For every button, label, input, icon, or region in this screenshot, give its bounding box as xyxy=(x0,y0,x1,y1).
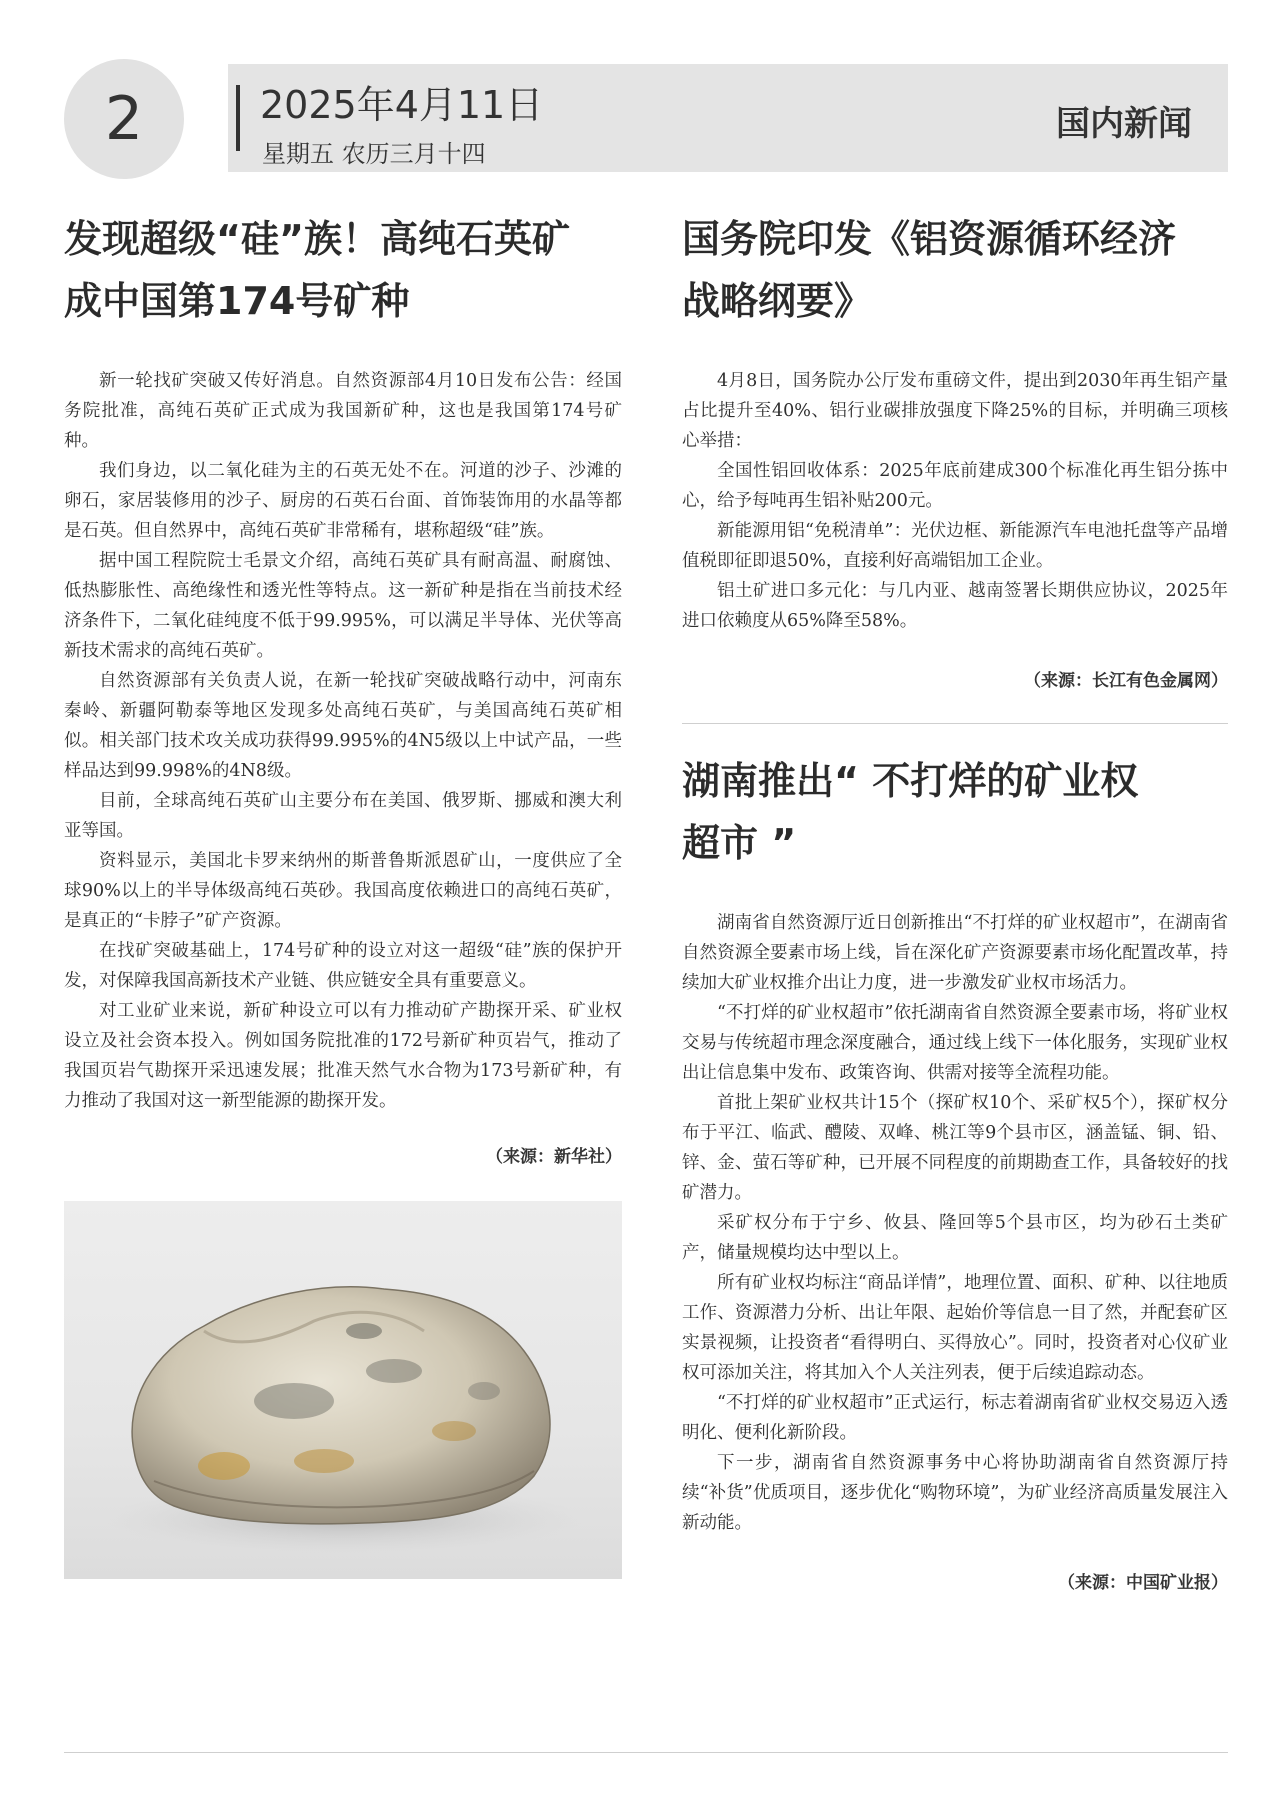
article-aluminum-body xyxy=(682,366,1228,636)
paragraph: 对工业矿业来说，新矿种设立可以有力推动矿产勘探开采、矿业权设立及社会资本投入。例如国务院批准的172号新矿种页岩气，推动了我国页岩气勘探开采迅速发展；批准天然气水合物为173号新矿种，有力推动了我国对这一新型能源的勘探开发。 xyxy=(64,1001,622,1111)
paragraph: 我们身边，以二氧化硅为主的石英无处不在。河道的沙子、沙滩的卵石，家居装修用的沙子、厨房的石英石台面、首饰装饰用的水晶等都是石英。但自然界中，高纯石英矿非常稀有，堪称超级“硅”族。 xyxy=(64,461,622,541)
article-aluminum-source: （来源：长江有色金属网） xyxy=(1024,671,1228,691)
paragraph: 全国性铝回收体系：2025年底前建成300个标准化再生铝分拣中心，给予每吨再生铝补贴200元。 xyxy=(682,461,1228,511)
paragraph: 资料显示，美国北卡罗来纳州的斯普鲁斯派恩矿山，一度供应了全球90%以上的半导体级高纯石英砂。我国高度依赖进口的高纯石英矿，是真正的“卡脖子”矿产资源。 xyxy=(64,851,622,931)
article-hunan-title xyxy=(682,750,1228,874)
paragraph: 下一步，湖南省自然资源事务中心将协助湖南省自然资源厅持续“补货”优质项目，逐步优化“购物环境”，为矿业经济高质量发展注入新动能。 xyxy=(682,1453,1228,1533)
paragraph: 自然资源部有关负责人说，在新一轮找矿突破战略行动中，河南东秦岭、新疆阿勒泰等地区发现多处高纯石英矿，与美国高纯石英矿相似。相关部门技术攻关成功获得99.995%的4N5级以上中试产品，一些样品达到99.998%的4N8级。 xyxy=(64,671,622,781)
paragraph: 所有矿业权均标注“商品详情”，地理位置、面积、矿种、以往地质工作、资源潜力分析、出让年限、起始价等信息一目了然，并配套矿区实景视频，让投资者“看得明白、买得放心”。同时，投资者对心仪矿业权可添加关注，将其加入个人关注列表，便于后续追踪动态。 xyxy=(682,1273,1228,1383)
article-quartz-title-line1: 发现超级“硅”族！高纯石英矿 xyxy=(64,217,570,261)
quartz-rock-illustration xyxy=(64,1201,622,1579)
article-quartz-source: （来源：新华社） xyxy=(486,1147,622,1167)
paragraph: 湖南省自然资源厅近日创新推出“不打烊的矿业权超市”，在湖南省自然资源全要素市场上线，旨在深化矿产资源要素市场化配置改革，持续加大矿业权推介出让力度，进一步激发矿业权市场活力。 xyxy=(682,913,1228,993)
right-column xyxy=(682,208,1228,1593)
paragraph: 采矿权分布于宁乡、攸县、隆回等5个县市区，均为砂石土类矿产，储量规模均达中型以上。 xyxy=(682,1213,1228,1263)
date-divider xyxy=(236,85,240,151)
paragraph: 4月8日，国务院办公厅发布重磅文件，提出到2030年再生铝产量占比提升至40%、铝行业碳排放强度下降25%的目标，并明确三项核心举措： xyxy=(682,371,1228,451)
article-divider xyxy=(682,723,1228,724)
paragraph: “不打烊的矿业权超市”依托湖南省自然资源全要素市场，将矿业权交易与传统超市理念深度融合，通过线上线下一体化服务，实现矿业权出让信息集中发布、政策咨询、供需对接等全流程功能。 xyxy=(682,1003,1228,1083)
article-quartz xyxy=(64,208,622,1167)
article-aluminum-title-line2: 战略纲要》 xyxy=(682,279,873,323)
section-title: 国内新闻 xyxy=(1056,104,1192,144)
article-hunan-body xyxy=(682,908,1228,1538)
weekday-lunar-date: 星期五 农历三月十四 xyxy=(262,140,486,168)
paragraph: 铝土矿进口多元化：与几内亚、越南签署长期供应协议，2025年进口依赖度从65%降至58%。 xyxy=(682,581,1228,631)
article-quartz-title-line2: 成中国第174号矿种 xyxy=(64,279,410,323)
article-aluminum xyxy=(682,208,1228,691)
page-bottom-rule xyxy=(64,1752,1228,1753)
article-aluminum-title-line1: 国务院印发《铝资源循环经济 xyxy=(682,217,1177,261)
paragraph: 新一轮找矿突破又传好消息。自然资源部4月10日发布公告：经国务院批准，高纯石英矿正式成为我国新矿种，这也是我国第174号矿种。 xyxy=(64,371,622,451)
left-column xyxy=(64,208,622,1579)
article-hunan xyxy=(682,750,1228,1593)
paragraph: “不打烊的矿业权超市”正式运行，标志着湖南省矿业权交易迈入透明化、便利化新阶段。 xyxy=(682,1393,1228,1443)
article-hunan-title-line2: 超市 ” xyxy=(682,821,797,865)
paragraph: 据中国工程院院士毛景文介绍，高纯石英矿具有耐高温、耐腐蚀、低热膨胀性、高绝缘性和透光性等特点。这一新矿种是指在当前技术经济条件下，二氧化硅纯度不低于99.995%，可以满足半导体、光伏等高新技术需求的高纯石英矿。 xyxy=(64,551,622,661)
article-quartz-body xyxy=(64,366,622,1116)
paragraph: 首批上架矿业权共计15个（探矿权10个、采矿权5个），探矿权分布于平江、临武、醴陵、双峰、桃江等9个县市区，涵盖锰、铜、铅、锌、金、萤石等矿种，已开展不同程度的前期勘查工作，具备较好的找矿潜力。 xyxy=(682,1093,1228,1203)
paragraph: 在找矿突破基础上，174号矿种的设立对这一超级“硅”族的保护开发，对保障我国高新技术产业链、供应链安全具有重要意义。 xyxy=(64,941,622,991)
quartz-rock-photo xyxy=(64,1201,622,1579)
article-quartz-title xyxy=(64,208,622,332)
issue-date: 2025年4月11日 xyxy=(260,83,544,127)
article-hunan-title-line1: 湖南推出“ 不打烊的矿业权 xyxy=(682,759,1139,803)
page-number: 2 xyxy=(64,59,184,179)
article-aluminum-title xyxy=(682,208,1228,332)
paragraph: 新能源用铝“免税清单”：光伏边框、新能源汽车电池托盘等产品增值税即征即退50%，直接利好高端铝加工企业。 xyxy=(682,521,1228,571)
paragraph: 目前，全球高纯石英矿山主要分布在美国、俄罗斯、挪威和澳大利亚等国。 xyxy=(64,791,622,841)
article-hunan-source: （来源：中国矿业报） xyxy=(1058,1573,1228,1593)
